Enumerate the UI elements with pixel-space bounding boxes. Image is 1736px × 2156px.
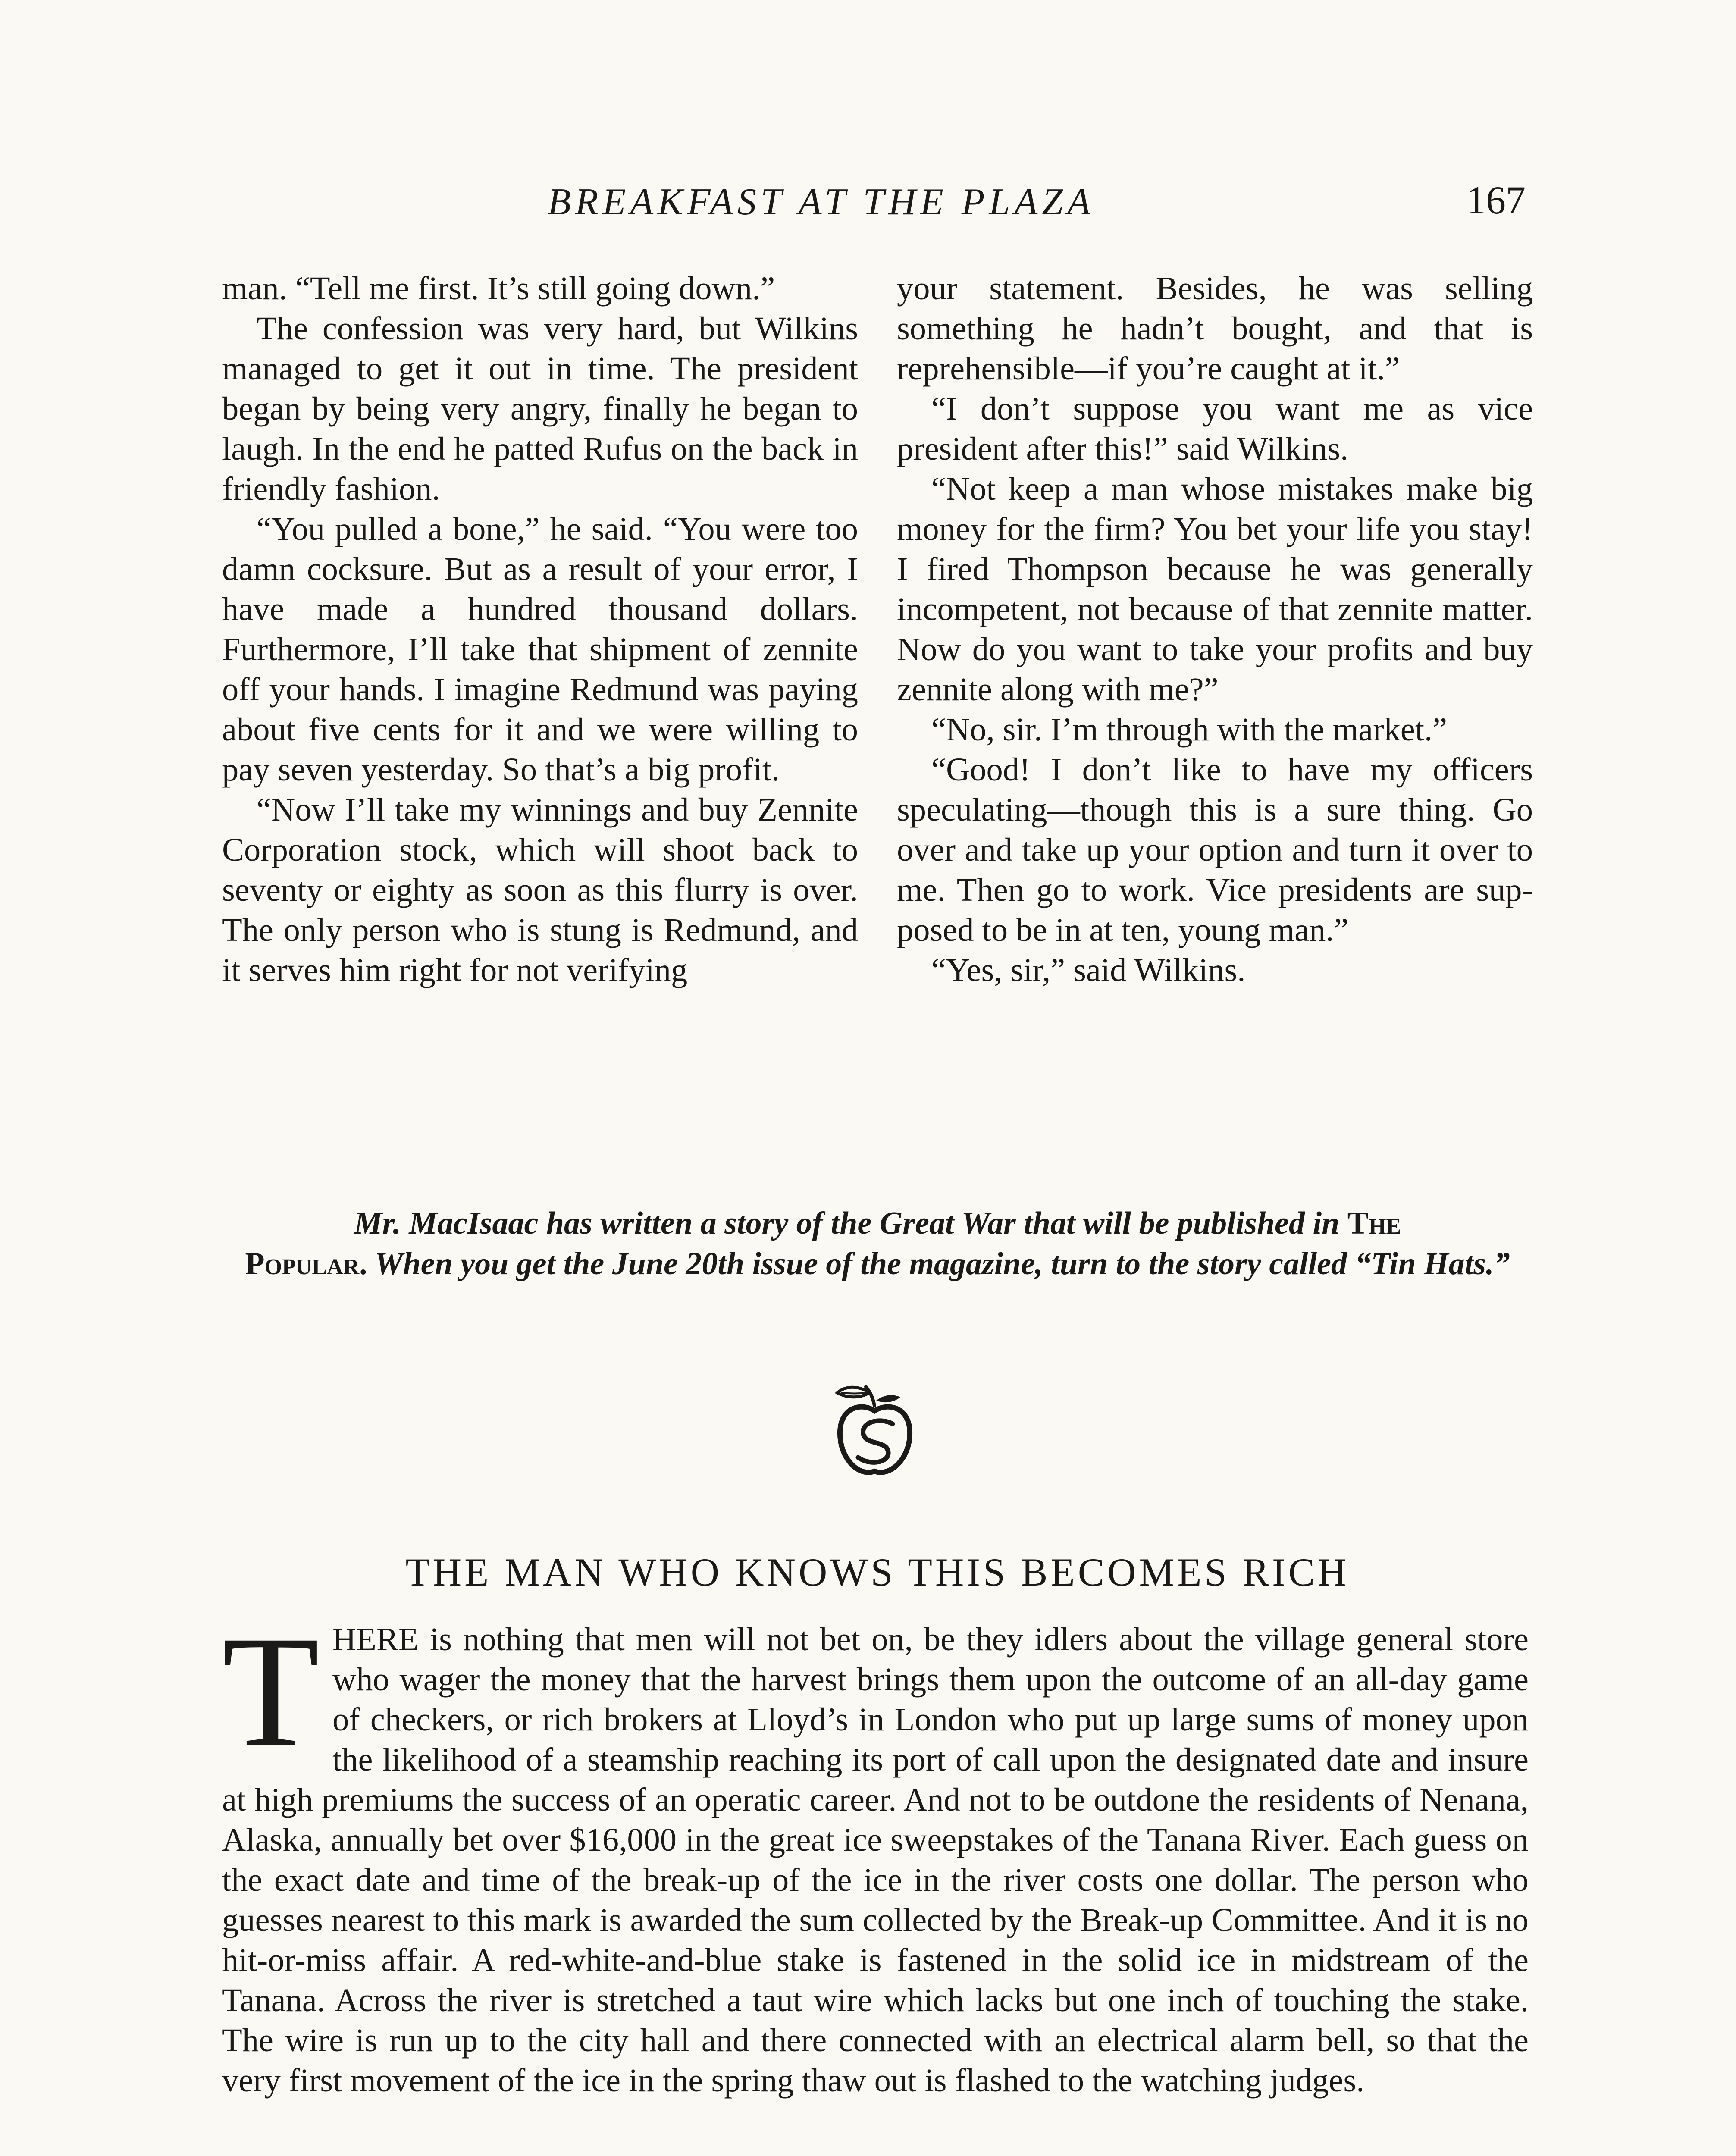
paragraph: “You pulled a bone,” he said. “You were too damn cocksure. But as a result of your error, I have made a hundred thousand dollars. Furthermore, I’ll take that shipment of zennite off your hands. I imagine Redmund was paying about five cents for it and we were willing to pay seven yesterday. So that’s a big profit. <box>222 511 858 788</box>
article-text: HERE is nothing that men will not bet on, be they idlers about the village general store who wager the money that the harvest brings them upon the outcome of an all-day game of checkers, or rich brokers at Lloyd’s in London who put up large sums of money upon the likelihood of a steamship reaching its port of call upon the designated date and insure at high premiums the success of an operatic career. And not to be outdone the residents of Nenana, Alaska, annually bet over $16,000 in the great ice sweepstakes of the Tanana River. Each guess on the exact date and time of the break-up of the ice in the river costs one dollar. The person who guesses nearest to this mark is awarded the sum collected by the Break-up Committee. And it is no hit-or-miss affair. A red-white-and-blue stake is fastened in the solid ice in midstream of the Tanana. Across the river is stretched a taut wire which lacks but one inch of touching the stake. The wire is run up to the city hall and there connected with an electrical alarm bell, so that the very first movement of the ice in the spring thaw out is flashed to the watching judges. <box>222 1621 1529 2099</box>
apple-ornament-icon <box>828 1376 923 1488</box>
left-column <box>222 268 858 990</box>
magazine-name: The <box>1347 1206 1401 1241</box>
right-column <box>897 268 1533 990</box>
editor-note-line1: Mr. MacIsaac has written a story of the Great War that will be published in <box>354 1206 1340 1241</box>
page-number: 167 <box>1466 178 1526 222</box>
paragraph: “No, sir. I’m through with the market.” <box>931 711 1448 748</box>
paragraph: “Good! I don’t like to have my officers speculating—though this is a sure thing. Go over and take up your option and turn it over to me. Then go to work. Vice presidents are supposed to be in at ten, young man.” <box>897 751 1533 948</box>
paragraph: The confession was very hard, but Wilkins managed to get it out in time. The president began by being very angry, finally he began to laugh. In the end he patted Rufus on the back in friendly fashion. <box>222 310 858 507</box>
paragraph: “Now I’ll take my winnings and buy Zennite Corporation stock, which will shoot back to seventy or eighty as soon as this flurry is over. The only person who is stung is Redmund, and it serves him right for not verifying <box>222 791 858 988</box>
magazine-name: Popular. <box>245 1246 367 1282</box>
paragraph: “Yes, sir,” said Wilkins. <box>931 952 1246 988</box>
editor-note <box>224 1203 1531 1284</box>
article-title: THE MAN WHO KNOWS THIS BECOMES RICH <box>405 1550 1350 1594</box>
paragraph: man. “Tell me first. It’s still going down.” <box>222 270 775 307</box>
paragraph: your statement. Besides, he was selling something he hadn’t bought, and that is reprehensible—if you’re caught at it.” <box>897 270 1533 387</box>
paragraph: “Not keep a man whose mistakes make big money for the firm? You bet your life you stay! I fired Thompson because he was generally incompetent, not because of that zennite matter. Now do you want to take your profits and buy zennite along with me?” <box>897 470 1533 708</box>
paragraph: “I don’t suppose you want me as vice president after this!” said Wilkins. <box>897 390 1533 467</box>
drop-cap: T <box>222 1603 320 1780</box>
article-body <box>222 1603 1529 2100</box>
running-title: BREAKFAST AT THE PLAZA <box>548 181 1095 223</box>
editor-note-line2: When you get the June 20th issue of the magazine, turn to the story called “Tin Hats.” <box>374 1246 1510 1282</box>
